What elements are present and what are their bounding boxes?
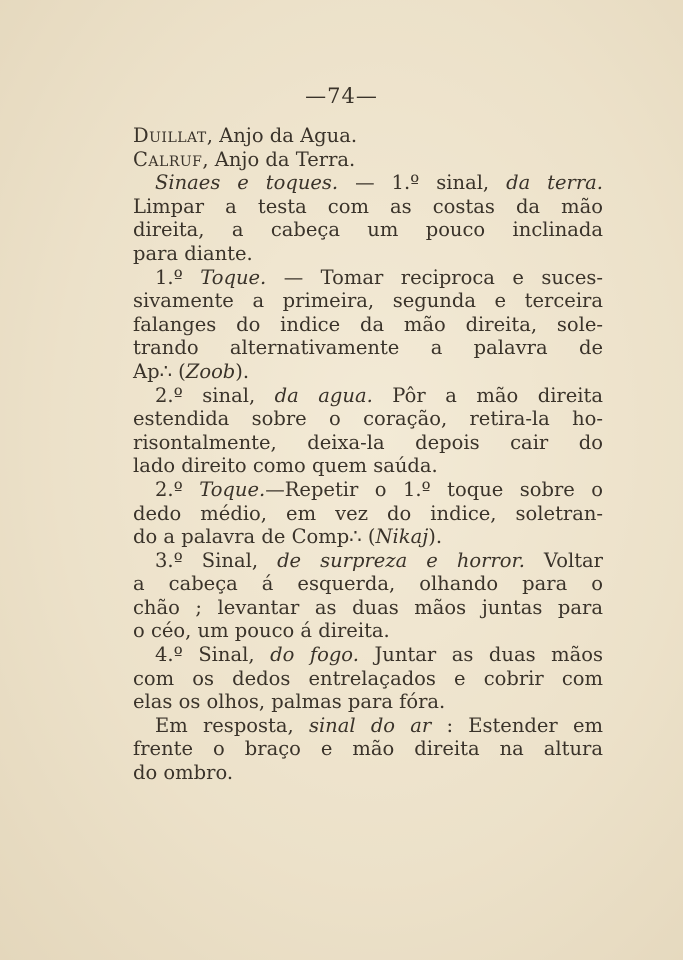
- text-segment: —Repetir o 1.º toque sobre o: [265, 477, 603, 501]
- angel-name: Duillat: [133, 124, 207, 147]
- text-line: [133, 549, 603, 573]
- text-segment: Ap∴ (: [133, 359, 186, 383]
- text-segment: Juntar as duas mãos: [358, 643, 603, 667]
- text-segment: Em resposta,: [155, 713, 309, 737]
- text-line: [133, 714, 603, 738]
- italic-segment: de surpreza e horror.: [277, 548, 525, 572]
- text-line: [133, 266, 603, 290]
- text-segment: Pôr a mão direita: [372, 383, 603, 407]
- page-number: —74—: [305, 84, 378, 108]
- text-line: Limpar a testa com as costas da mão: [133, 194, 603, 218]
- italic-segment: Toque.: [200, 265, 267, 289]
- text-line: [133, 171, 603, 195]
- text-segment: ).: [428, 525, 443, 549]
- italic-segment: da agua.: [274, 383, 373, 407]
- text-line: [133, 148, 603, 172]
- text-segment: 2.º: [155, 477, 200, 501]
- text-line: lado direito como quem saúda.: [133, 454, 438, 478]
- text-segment: 4.º Sinal,: [155, 643, 271, 667]
- text-line: sivamente a primeira, segunda e terceira: [133, 289, 603, 313]
- text-line: a cabeça á esquerda, olhando para o: [133, 572, 603, 596]
- text-line: trando alternativamente a palavra de: [133, 336, 603, 360]
- text-line: com os dedos entrelaçados e cobrir com: [133, 666, 603, 690]
- text-line: o céo, um pouco á direita.: [133, 619, 390, 643]
- text-line: [133, 360, 603, 384]
- text-segment: 3.º Sinal,: [155, 548, 278, 572]
- text-line: [133, 384, 603, 408]
- text-line: chão ; levantar as duas mãos juntas para: [133, 595, 603, 619]
- text-segment: 2.º sinal,: [155, 383, 275, 407]
- text-line: frente o braço e mão direita na altura: [133, 737, 603, 761]
- body-text: [133, 124, 603, 785]
- angel-title: , Anjo da Terra.: [202, 147, 356, 171]
- text-line: estendida sobre o coração, retira-la ho-: [133, 407, 603, 431]
- italic-segment: do fogo.: [270, 643, 359, 667]
- italic-segment: Nikaj: [375, 525, 429, 549]
- italic-segment: Sinaes e toques.: [155, 171, 339, 195]
- text-segment: : Estender em: [431, 713, 604, 737]
- text-segment: 1.º: [155, 265, 201, 289]
- text-line: [133, 643, 603, 667]
- text-line: do ombro.: [133, 761, 234, 785]
- italic-segment: Toque.: [199, 477, 266, 501]
- italic-segment: da terra.: [506, 171, 603, 195]
- text-line: falanges do indice da mão direita, sole-: [133, 312, 603, 336]
- text-line: direita, a cabeça um pouco inclinada: [133, 218, 603, 242]
- text-line: elas os olhos, palmas para fóra.: [133, 690, 446, 714]
- text-line: dedo médio, em vez do indice, soletran-: [133, 501, 603, 525]
- italic-segment: sinal do ar: [308, 713, 432, 737]
- italic-segment: Zoob: [185, 359, 236, 383]
- text-segment: Voltar: [524, 548, 603, 572]
- text-line: [133, 124, 603, 148]
- text-line: [133, 525, 603, 549]
- text-line: risontalmente, deixa-la depois cair do: [133, 430, 603, 454]
- text-segment: — 1.º sinal,: [338, 171, 507, 195]
- angel-title: , Anjo da Agua.: [206, 124, 358, 147]
- text-segment: ).: [235, 359, 250, 383]
- text-segment: — Tomar reciproca e suces-: [266, 265, 603, 289]
- text-segment: do a palavra de Comp∴ (: [133, 525, 376, 549]
- text-line: [133, 478, 603, 502]
- angel-name: Calruf: [133, 147, 203, 171]
- text-line: para diante.: [133, 241, 253, 265]
